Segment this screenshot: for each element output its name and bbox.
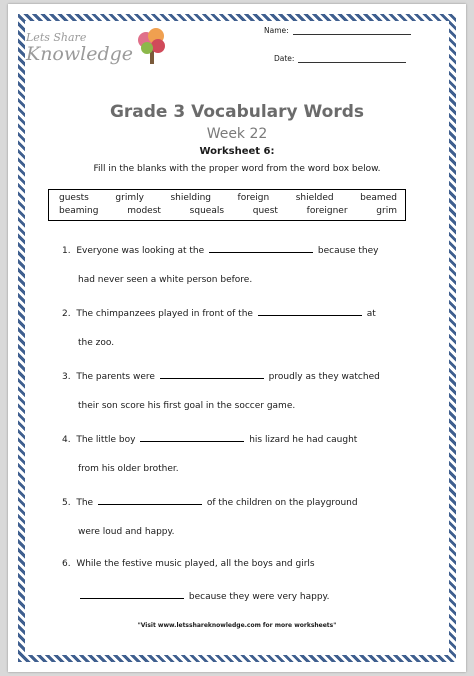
page-title: Grade 3 Vocabulary Words <box>109 102 365 122</box>
answer-blank[interactable] <box>209 244 313 253</box>
question-text: at <box>366 309 376 319</box>
worksheet-label: Worksheet 6: <box>199 146 275 157</box>
word: squeals <box>189 206 225 216</box>
date-field[interactable] <box>274 54 406 63</box>
date-label: Date: <box>274 54 295 63</box>
answer-blank[interactable] <box>160 370 264 379</box>
question-number: 4. <box>62 435 71 445</box>
question-text: because they <box>317 246 379 256</box>
word-row-2 <box>59 205 397 218</box>
question-text: had never seen a white person before. <box>78 275 253 285</box>
question-text: of the children on the playground <box>206 498 358 508</box>
site-logo <box>26 22 166 84</box>
question-text: Everyone was looking at the <box>76 246 205 256</box>
question-text: from his older brother. <box>78 464 179 474</box>
word: shielded <box>295 193 334 203</box>
word: foreign <box>237 193 270 203</box>
question-number: 3. <box>62 372 71 382</box>
question-text: The <box>76 498 94 508</box>
answer-blank[interactable] <box>98 496 202 505</box>
question-text: were loud and happy. <box>78 527 175 537</box>
word: shielding <box>170 193 212 203</box>
tree-icon <box>134 26 170 66</box>
word: foreigner <box>306 206 348 216</box>
question-number: 2. <box>62 309 71 319</box>
question-number: 6. <box>62 559 71 569</box>
instructions: Fill in the blanks with the proper word from the word box below. <box>93 164 381 174</box>
answer-blank[interactable] <box>80 590 184 599</box>
logo-line-1: Lets Share <box>26 31 87 44</box>
date-line[interactable] <box>298 55 406 63</box>
word: grimly <box>115 193 144 203</box>
question-text: his lizard he had caught <box>249 435 358 445</box>
question-number: 1. <box>62 246 71 256</box>
question-text: While the festive music played, all the boys and girls <box>76 559 315 569</box>
name-label: Name: <box>264 26 289 35</box>
answer-blank[interactable] <box>258 307 362 316</box>
question-text: The parents were <box>76 372 155 382</box>
word: quest <box>252 206 278 216</box>
answer-blank[interactable] <box>140 433 244 442</box>
name-line[interactable] <box>293 27 411 35</box>
word: beaming <box>59 206 99 216</box>
word-box <box>48 189 406 221</box>
question-text: their son score his first goal in the soccer game. <box>78 401 296 411</box>
word: beamed <box>360 193 397 203</box>
week-label: Week 22 <box>206 126 268 142</box>
worksheet-page <box>8 4 466 672</box>
logo-line-2: Knowledge <box>26 43 134 65</box>
name-field[interactable] <box>264 26 411 35</box>
word: guests <box>59 193 89 203</box>
word-row-1 <box>59 192 397 205</box>
question-text: The chimpanzees played in front of the <box>76 309 253 319</box>
question-text: proudly as they watched <box>268 372 380 382</box>
question-text: the zoo. <box>78 338 115 348</box>
question-text: The little boy <box>76 435 136 445</box>
word: grim <box>376 206 397 216</box>
question-text: because they were very happy. <box>188 592 330 602</box>
word: modest <box>127 206 161 216</box>
question-number: 5. <box>62 498 71 508</box>
footer-note: "Visit www.letsshareknowledge.com for more worksheets" <box>137 622 337 629</box>
